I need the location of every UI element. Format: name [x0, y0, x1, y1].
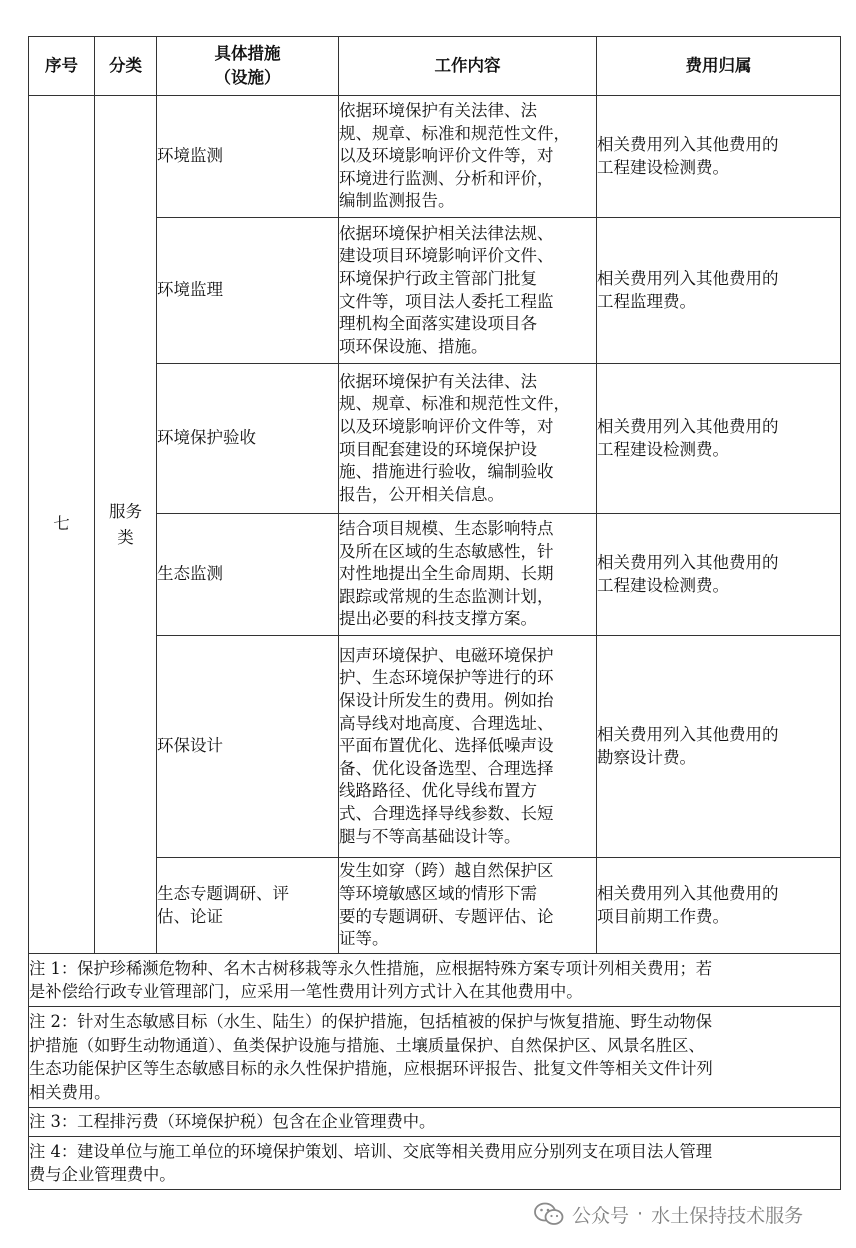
measure-line: 环境保护验收 — [157, 428, 256, 448]
note-line: 注 2：针对生态敏感目标（水生、陆生）的保护措施，包括植被的保护与恢复措施、野生动物保 — [29, 1012, 713, 1031]
table-row — [29, 96, 841, 218]
fee-line: 相关费用列入其他费用的 — [597, 883, 779, 903]
content-line: 平面布置优化、选择低噪声设 — [339, 736, 554, 756]
content-line: 护、生态环境保护等进行的环 — [339, 668, 554, 688]
fee-line: 相关费用列入其他费用的 — [597, 416, 779, 436]
content-line: 要的专题调研、专题评估、论 — [339, 906, 554, 926]
section-category-line: 服务 — [109, 501, 142, 521]
content-line: 提出必要的科技支撑方案。 — [339, 609, 537, 629]
note-line: 生态功能保护区等生态敏感目标的永久性保护措施，应根据环评报告、批复文件等相关文件计列 — [29, 1059, 713, 1078]
measure-cell — [157, 218, 339, 364]
content-line: 跟踪或常规的生态监测计划， — [339, 586, 554, 606]
measure-cell — [157, 636, 339, 858]
note-row — [29, 1007, 841, 1108]
header-content: 工作内容 — [339, 37, 597, 96]
note-row — [29, 954, 841, 1007]
note-row — [29, 1137, 841, 1190]
fee-cell — [597, 364, 841, 514]
fee-cell — [597, 858, 841, 954]
note-line: 费与企业管理费中。 — [29, 1165, 176, 1184]
measure-line: 环境监理 — [157, 280, 223, 300]
note-cell — [29, 1108, 841, 1137]
content-line: 依据环境保护有关法律、法 — [339, 371, 537, 391]
content-cell — [339, 364, 597, 514]
fee-cell — [597, 96, 841, 218]
content-line: 文件等，项目法人委托工程监 — [339, 291, 554, 311]
content-line: 依据环境保护相关法律法规、 — [339, 223, 554, 243]
header-measure — [157, 37, 339, 96]
content-line: 证等。 — [339, 929, 389, 949]
fee-line: 相关费用列入其他费用的 — [597, 268, 779, 288]
content-line: 以及环境影响评价文件等，对 — [339, 146, 554, 166]
note-line: 注 3：工程排污费（环境保护税）包含在企业管理费中。 — [29, 1112, 436, 1132]
watermark-separator: · — [637, 1203, 644, 1225]
measure-line: 环境监测 — [157, 146, 223, 166]
content-line: 备、优化设备选型、合理选择 — [339, 758, 554, 778]
fee-table — [28, 36, 841, 1190]
header-seq: 序号 — [29, 37, 95, 96]
content-line: 式、合理选择导线参数、长短 — [339, 803, 554, 823]
measure-line: 生态专题调研、评 — [157, 883, 289, 903]
header-measure-line2: （设施） — [214, 68, 281, 87]
watermark — [534, 1199, 803, 1229]
measure-cell — [157, 858, 339, 954]
content-line: 项目配套建设的环境保护设 — [339, 439, 537, 459]
content-line: 腿与不等高基础设计等。 — [339, 826, 521, 846]
content-line: 环境进行监测、分析和评价， — [339, 168, 554, 188]
content-line: 报告，公开相关信息。 — [339, 484, 504, 504]
content-cell — [339, 96, 597, 218]
table-body — [29, 96, 841, 1190]
section-category — [95, 96, 157, 954]
fee-line: 工程建设检测费。 — [597, 439, 729, 459]
header-category: 分类 — [95, 37, 157, 96]
measure-line: 估、论证 — [157, 906, 223, 926]
content-cell — [339, 218, 597, 364]
content-line: 规、规章、标准和规范性文件， — [339, 394, 570, 414]
content-line: 线路路径、优化导线布置方 — [339, 781, 537, 801]
content-line: 等环境敏感区域的情形下需 — [339, 883, 537, 903]
fee-line: 工程建设检测费。 — [597, 157, 729, 177]
note-cell — [29, 1137, 841, 1190]
section-seq: 七 — [29, 96, 95, 954]
measure-cell — [157, 364, 339, 514]
content-line: 结合项目规模、生态影响特点 — [339, 519, 554, 539]
wechat-icon — [534, 1202, 564, 1226]
note-cell — [29, 954, 841, 1007]
content-line: 项环保设施、措施。 — [339, 336, 488, 356]
note-line: 是补偿给行政专业管理部门，应采用一笔性费用计列方式计入在其他费用中。 — [29, 982, 583, 1001]
content-line: 以及环境影响评价文件等，对 — [339, 416, 554, 436]
content-line: 施、措施进行验收，编制验收 — [339, 462, 554, 482]
note-cell — [29, 1007, 841, 1108]
fee-line: 相关费用列入其他费用的 — [597, 134, 779, 154]
content-line: 因声环境保护、电磁环境保护 — [339, 645, 554, 665]
content-line: 环境保护行政主管部门批复 — [339, 268, 537, 288]
note-line: 护措施（如野生动物通道）、鱼类保护设施与措施、土壤质量保护、自然保护区、风景名胜区、 — [29, 1035, 705, 1055]
measure-line: 环保设计 — [157, 736, 223, 756]
note-line: 注 4：建设单位与施工单位的环境保护策划、培训、交底等相关费用应分别列支在项目法人管理 — [29, 1141, 713, 1161]
content-line: 高导线对地高度、合理选址、 — [339, 713, 554, 733]
fee-line: 工程建设检测费。 — [597, 575, 729, 595]
measure-line: 生态监测 — [157, 564, 223, 584]
fee-line: 勘察设计费。 — [597, 747, 696, 767]
watermark-prefix: 公众号 — [572, 1204, 630, 1227]
content-line: 对性地提出全生命周期、长期 — [339, 564, 554, 584]
content-line: 编制监测报告。 — [339, 191, 455, 211]
measure-cell — [157, 96, 339, 218]
content-line: 建设项目环境影响评价文件、 — [339, 246, 554, 266]
note-line: 相关费用。 — [29, 1082, 111, 1102]
watermark-name: 水土保持技术服务 — [651, 1204, 804, 1227]
content-cell — [339, 636, 597, 858]
fee-line: 工程监理费。 — [597, 291, 696, 311]
content-line: 保设计所发生的费用。例如抬 — [339, 691, 554, 711]
fee-cell — [597, 514, 841, 636]
content-line: 发生如穿（跨）越自然保护区 — [339, 861, 554, 881]
note-row — [29, 1108, 841, 1137]
note-line: 注 1：保护珍稀濒危物种、名木古树移栽等永久性措施，应根据特殊方案专项计列相关费用；若 — [29, 958, 713, 978]
content-cell — [339, 858, 597, 954]
fee-line: 相关费用列入其他费用的 — [597, 724, 779, 744]
fee-cell — [597, 636, 841, 858]
fee-cell — [597, 218, 841, 364]
header-row — [29, 37, 841, 96]
measure-cell — [157, 514, 339, 636]
content-line: 规、规章、标准和规范性文件， — [339, 123, 570, 143]
fee-line: 项目前期工作费。 — [597, 906, 729, 926]
content-line: 及所在区域的生态敏感性，针 — [339, 541, 554, 561]
header-measure-line1: 具体措施 — [214, 44, 281, 63]
section-category-line: 类 — [117, 527, 134, 547]
header-fee: 费用归属 — [597, 37, 841, 96]
content-line: 依据环境保护有关法律、法 — [339, 101, 537, 121]
content-line: 理机构全面落实建设项目各 — [339, 314, 537, 334]
content-cell — [339, 514, 597, 636]
fee-line: 相关费用列入其他费用的 — [597, 552, 779, 572]
